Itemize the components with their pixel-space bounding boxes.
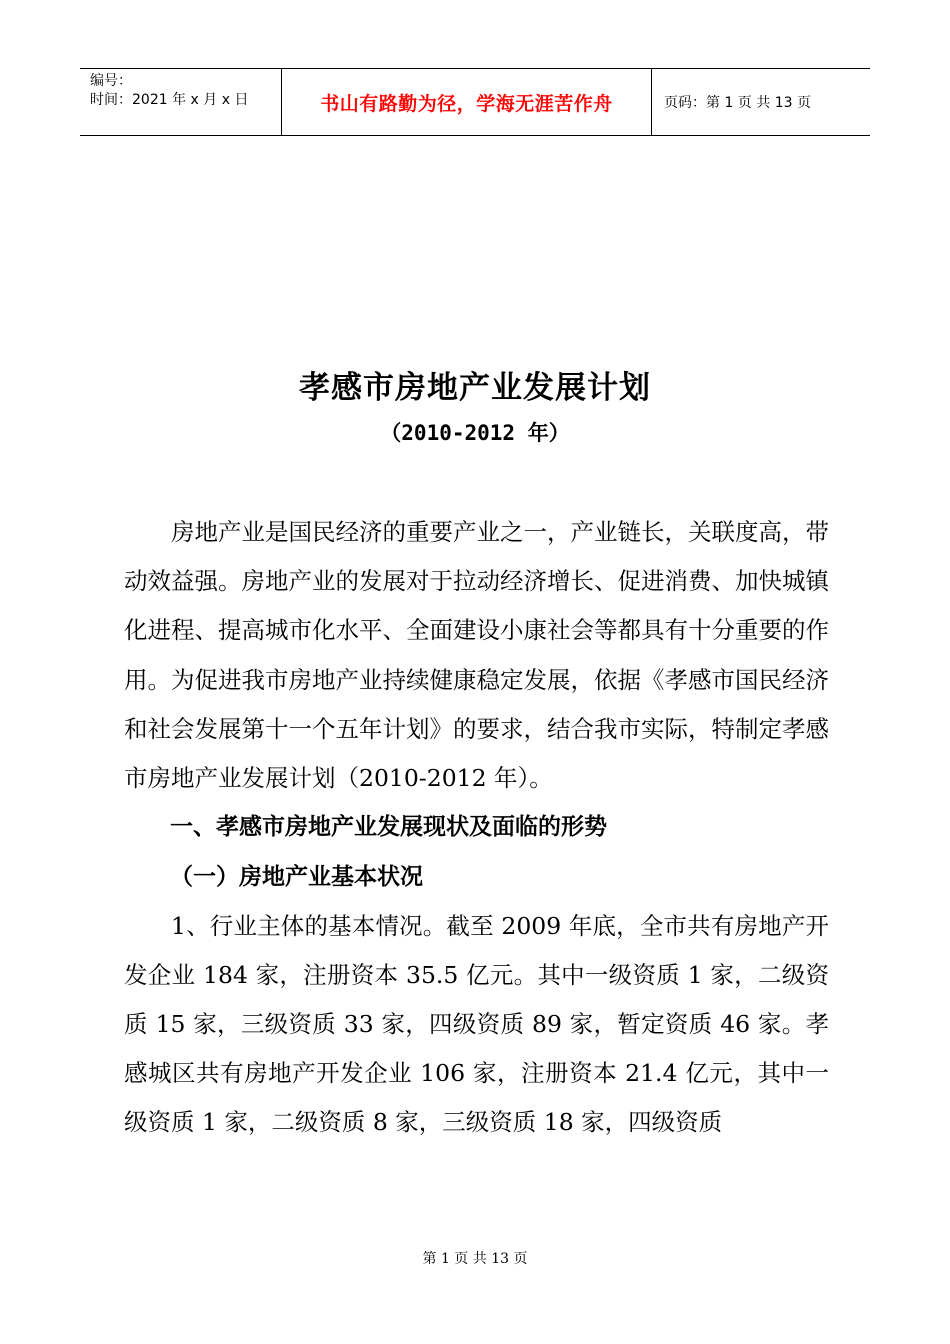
- header-meta-cell: [80, 69, 282, 135]
- document-subtitle: （2010-2012 年）: [380, 421, 570, 445]
- document-title: 孝感市房地产业发展计划: [299, 370, 651, 406]
- number-label: 编号：: [90, 73, 132, 89]
- document-body: [124, 508, 829, 1148]
- header-motto: 书山有路勤为径，学海无涯苦作舟: [282, 69, 652, 135]
- time-label: 时间：2021 年 x 月 x 日: [90, 92, 249, 108]
- page-footer: 第 1 页 共 13 页: [422, 1251, 528, 1267]
- intro-paragraph: 房地产业是国民经济的重要产业之一，产业链长，关联度高，带动效益强。房地产业的发展对于拉动经济增长、促进消费、加快城镇化进程、提高城市化水平、全面建设小康社会等都具有十分重要的作用。为促进我市房地产业持续健康稳定发展，依据《孝感市国民经济和社会发展第十一个五年计划》的要求，结合我市实际，特制定孝感市房地产业发展计划（2010-2012 年）。: [124, 518, 829, 793]
- header-table: [80, 68, 870, 136]
- header-page-info: 页码：第 1 页 共 13 页: [664, 95, 811, 111]
- section-heading: 一、孝感市房地产业发展现状及面临的形势: [170, 814, 607, 841]
- subsection-heading: （一）房地产业基本状况: [170, 863, 423, 891]
- body-paragraph: 1、行业主体的基本情况。截至 2009 年底，全市共有房地产开发企业 184 家，注册资本 35.5 亿元。其中一级资质 1 家，二级资质 15 家，三级资质 33 家，四级资质 89 家，暂定资质 46 家。孝感城区共有房地产开发企业 106 家，注册资本 21.4 亿元，其中一级资质 1 家，二级资质 8 家，三级资质 18 家，四级资质: [124, 911, 829, 1137]
